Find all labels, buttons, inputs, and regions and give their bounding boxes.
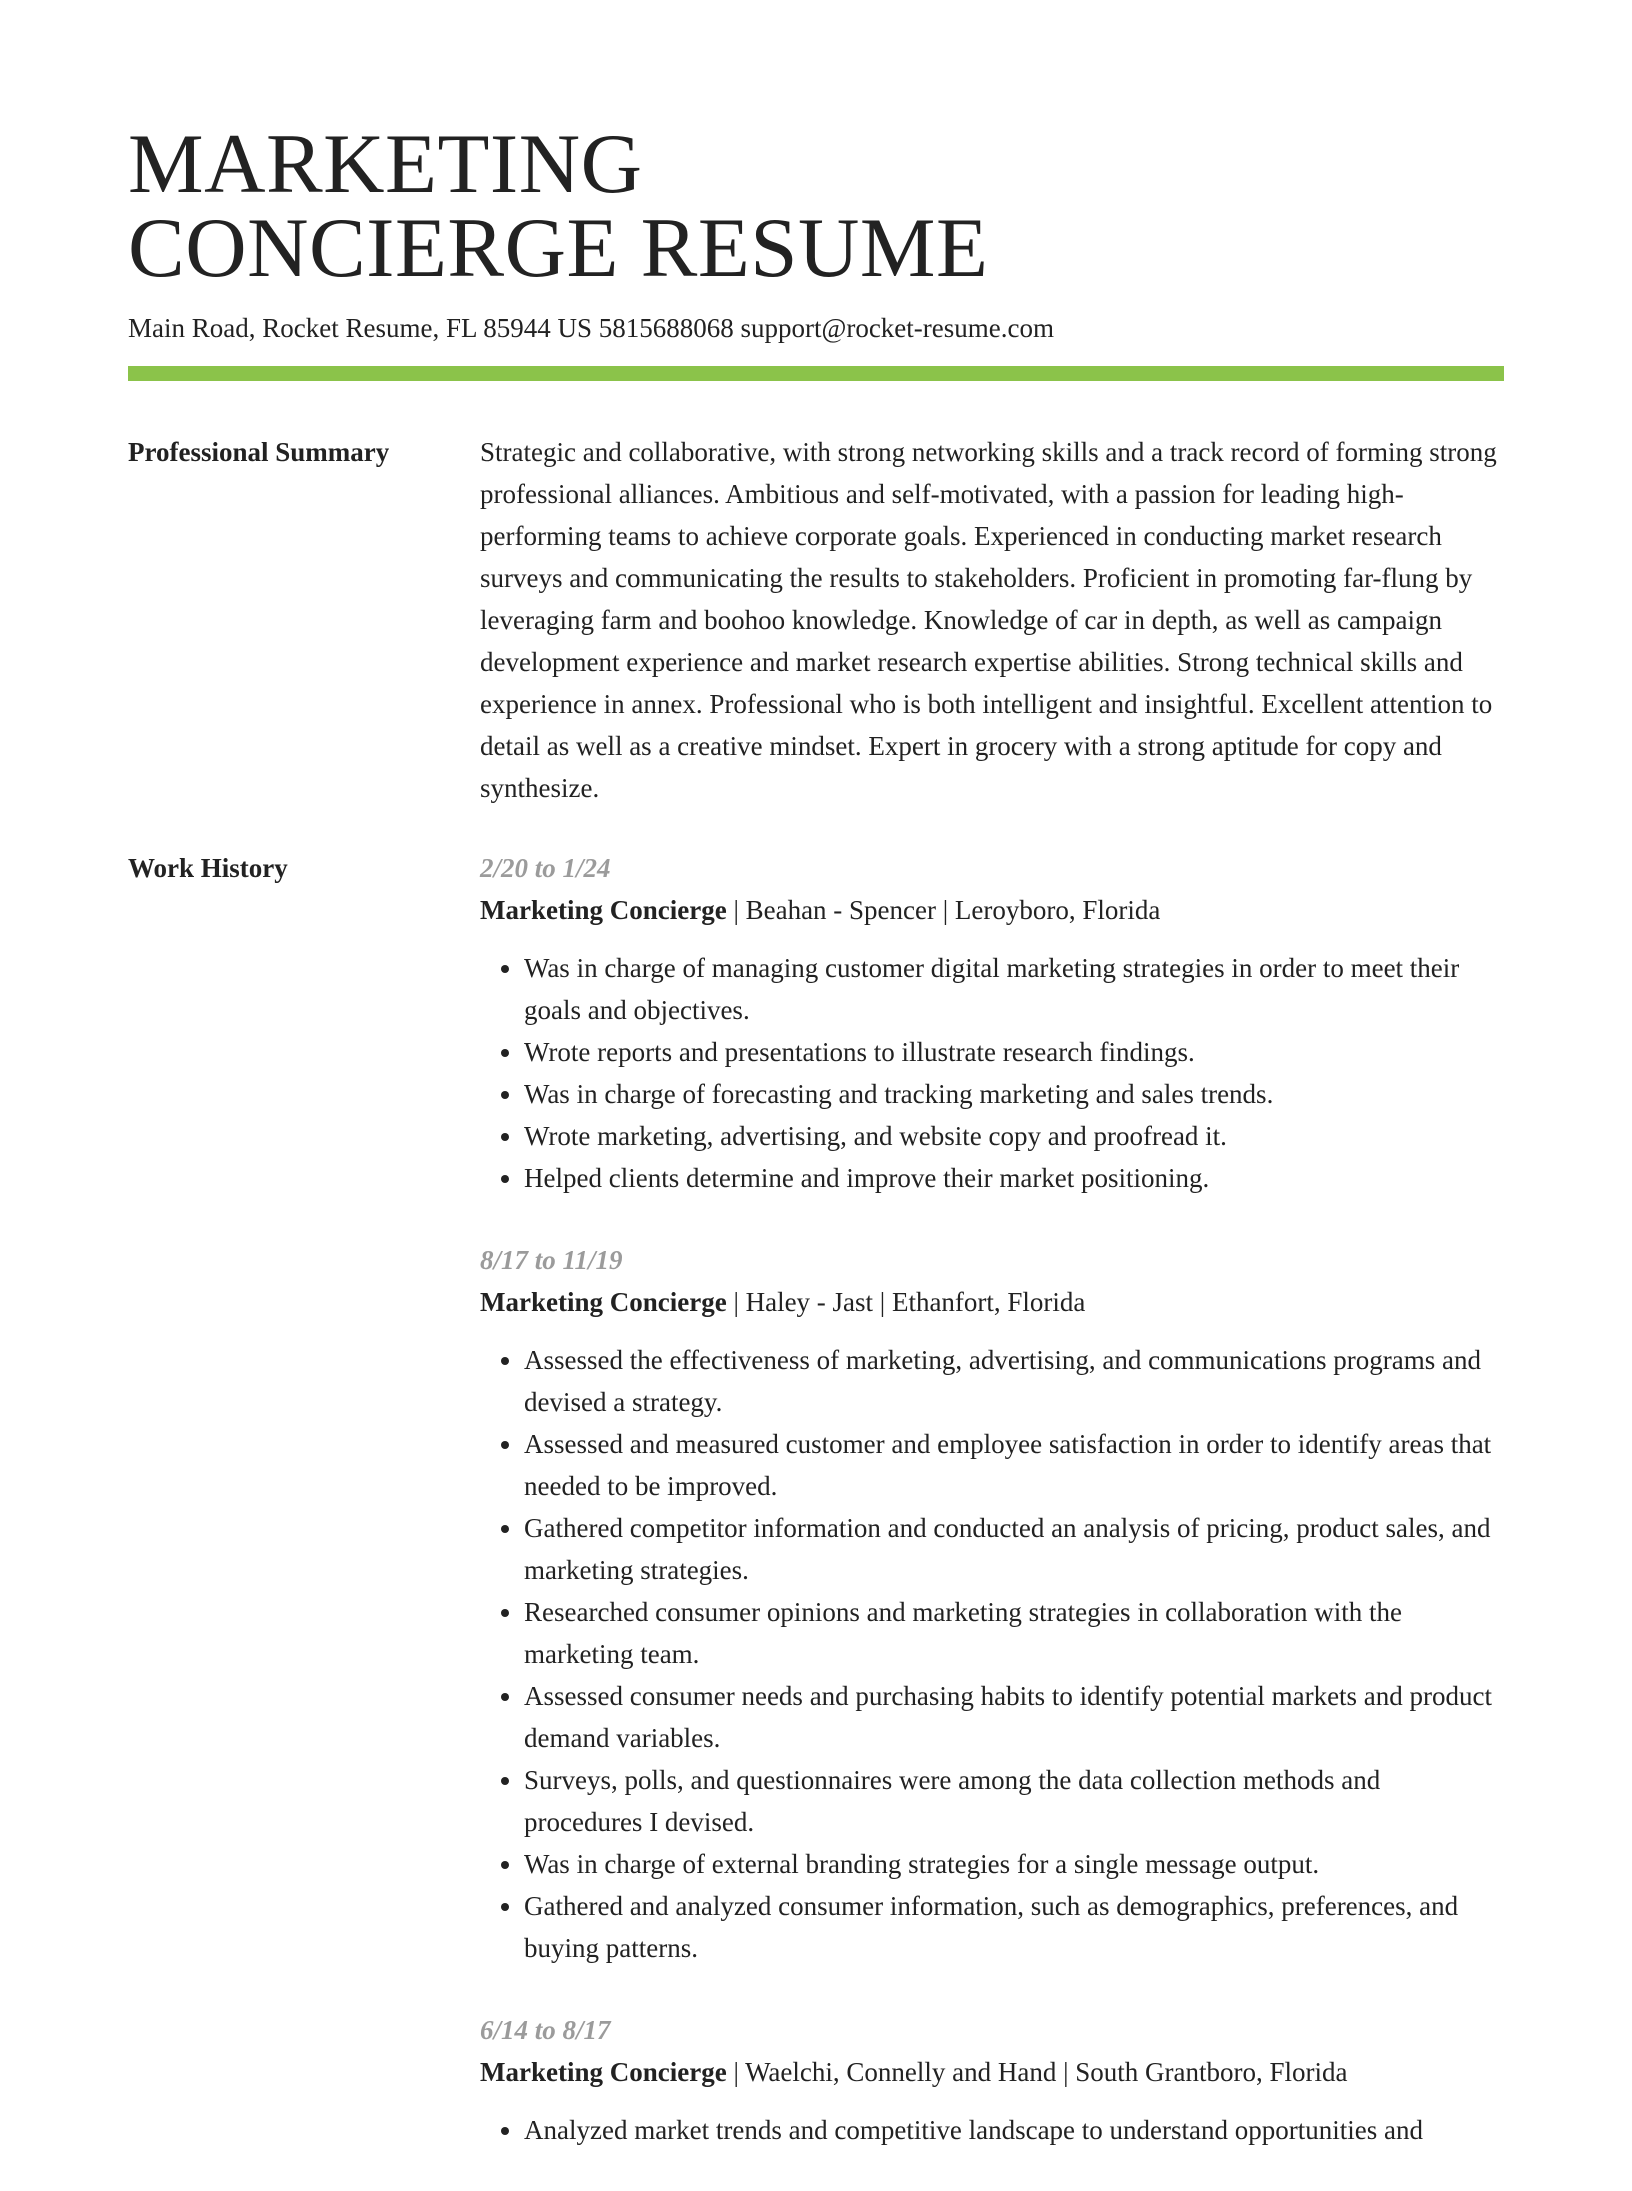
job-title: Marketing Concierge <box>480 895 727 925</box>
job-bullet-list <box>480 2109 1504 2151</box>
job-dates: 8/17 to 11/19 <box>480 1245 623 1275</box>
accent-divider <box>128 366 1504 381</box>
summary-section <box>128 431 1504 809</box>
work-history-body <box>480 847 1504 2191</box>
summary-body <box>480 431 1504 809</box>
job-title: Marketing Concierge <box>480 2057 727 2087</box>
job-heading <box>480 889 1504 931</box>
job-bullet: • Was in charge of external branding strategies for a single message output. <box>524 1843 1504 1885</box>
job-bullet: • Gathered and analyzed consumer information, such as demographics, preferences, and buying patterns. <box>524 1885 1504 1969</box>
work-history-section <box>128 847 1504 2191</box>
job-bullet: • Assessed the effectiveness of marketing, advertising, and communications programs and devised a strategy. <box>524 1339 1504 1423</box>
title-line-1: MARKETING <box>128 117 643 211</box>
title-line-2: CONCIERGE RESUME <box>128 201 989 295</box>
job-entry <box>480 2009 1504 2151</box>
job-bullet-list <box>480 947 1504 1199</box>
job-heading <box>480 2051 1504 2093</box>
job-bullet: • Surveys, polls, and questionnaires were among the data collection methods and procedures I devised. <box>524 1759 1504 1843</box>
job-employer-location: | Waelchi, Connelly and Hand | South Grantboro, Florida <box>726 2057 1348 2087</box>
job-dates: 2/20 to 1/24 <box>480 853 611 883</box>
job-bullet: • Wrote reports and presentations to illustrate research findings. <box>524 1031 1504 1073</box>
job-employer-location: | Haley - Jast | Ethanfort, Florida <box>726 1287 1086 1317</box>
summary-text: Strategic and collaborative, with strong networking skills and a track record of forming strong professional alliances. Ambitious and self-motivated, with a passion for leading high-performing teams to achieve corporate goals. Experienced in conducting market research surveys and communicating the results to stakeholders. Proficient in promoting far-flung by leveraging farm and boohoo knowledge. Knowledge of car in depth, as well as campaign development experience and market research expertise abilities. Strong technical skills and experience in annex. Professional who is both intelligent and insightful. Excellent attention to detail as well as a creative mindset. Expert in grocery with a strong aptitude for copy and synthesize. <box>480 437 1497 803</box>
summary-label: Professional Summary <box>128 437 390 467</box>
job-bullet: • Analyzed market trends and competitive landscape to understand opportunities and <box>524 2109 1504 2151</box>
job-entry <box>480 1239 1504 1969</box>
resume-title <box>128 0 1504 295</box>
job-dates: 6/14 to 8/17 <box>480 2015 611 2045</box>
job-entry <box>480 847 1504 1199</box>
job-bullet: • Helped clients determine and improve their market positioning. <box>524 1157 1504 1199</box>
job-bullet-list <box>480 1339 1504 1969</box>
job-heading <box>480 1281 1504 1323</box>
job-bullet: • Was in charge of forecasting and tracking marketing and sales trends. <box>524 1073 1504 1115</box>
job-bullet: • Wrote marketing, advertising, and website copy and proofread it. <box>524 1115 1504 1157</box>
work-history-label: Work History <box>128 853 288 883</box>
job-bullet: • Was in charge of managing customer digital marketing strategies in order to meet their goals and objectives. <box>524 947 1504 1031</box>
job-bullet: • Researched consumer opinions and marketing strategies in collaboration with the marketing team. <box>524 1591 1504 1675</box>
resume-page <box>128 0 1504 2191</box>
job-employer-location: | Beahan - Spencer | Leroyboro, Florida <box>726 895 1161 925</box>
job-title: Marketing Concierge <box>480 1287 727 1317</box>
job-bullet: • Assessed and measured customer and employee satisfaction in order to identify areas that needed to be improved. <box>524 1423 1504 1507</box>
contact-info: Main Road, Rocket Resume, FL 85944 US 5815688068 support@rocket-resume.com <box>128 313 1054 343</box>
job-bullet: • Gathered competitor information and conducted an analysis of pricing, product sales, and marketing strategies. <box>524 1507 1504 1591</box>
job-bullet: • Assessed consumer needs and purchasing habits to identify potential markets and product demand variables. <box>524 1675 1504 1759</box>
